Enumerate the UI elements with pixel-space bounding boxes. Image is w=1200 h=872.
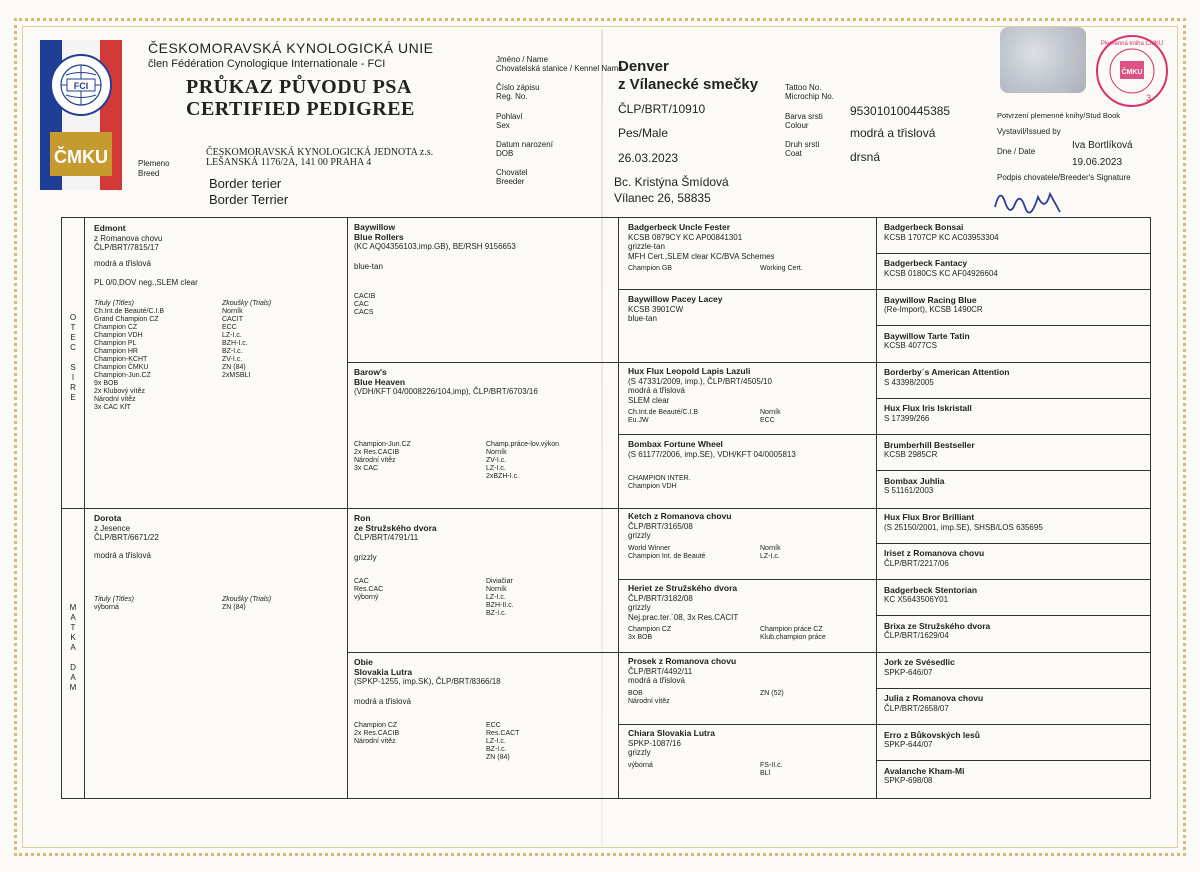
gg-grandparent-cell <box>884 296 1146 315</box>
trial-item: LZ-I.c. <box>486 738 506 745</box>
title-item: Grand Champion CZ <box>94 315 159 323</box>
sire-reg: ČLP/BRT/7815/17 <box>94 243 159 252</box>
grandparent-reg: ČLP/BRT/4791/11 <box>354 533 419 542</box>
dog-name: Denver <box>618 58 669 75</box>
breed-en: Border Terrier <box>209 192 289 207</box>
gg-grandparent-cell <box>884 586 1146 605</box>
title-item: výborná <box>628 761 653 769</box>
sex-label-en: Sex <box>496 121 510 130</box>
title-en: CERTIFIED PEDIGREE <box>186 98 415 120</box>
great-grandparent-name: Hux Flux Leopold Lapis Lazuli <box>628 366 751 376</box>
great-grandparent-info: (S 47331/2009, imp.), ČLP/BRT/4505/10 <box>628 376 772 386</box>
microchip-value: 953010100445385 <box>850 104 951 118</box>
great-grandparent-info: SPKP-1087/16 <box>628 738 681 748</box>
trial-item: BZH-II.c. <box>486 602 514 609</box>
gg-grandparent-name: Erro z Bůkovských lesů <box>884 729 980 740</box>
sex-label-cz: Pohlaví <box>496 112 523 121</box>
stamp-ring-text: Plemenná kniha ČMKU <box>1100 41 1164 47</box>
trial-item: ZV-I.c. <box>222 355 243 363</box>
trial-item: Champ.práce-lov.výkon <box>486 440 560 448</box>
trial-item: CACIT <box>222 315 243 323</box>
great-grandparent-info: ČLP/BRT/3165/08 <box>628 521 693 531</box>
great-grandparent-cell <box>628 657 874 706</box>
trial-item: Res.CACT <box>486 730 520 737</box>
fci-member: člen Fédération Cynologique Internationale - FCI <box>148 58 386 70</box>
great-grandparent-info: modrá a třislová <box>628 676 685 685</box>
title-item: CACIB <box>354 293 376 300</box>
trial-item: Norník <box>486 586 507 593</box>
great-grandparent-cell <box>628 223 874 273</box>
title-item: Národní vítěz <box>354 456 396 464</box>
dam-colour: modrá a třislová <box>94 550 151 560</box>
grandparent-reg: (VDH/KFT 04/0008226/104,imp), ČLP/BRT/6703/16 <box>354 387 538 396</box>
coat-value: drsná <box>850 150 881 164</box>
issued-by-label: Vystavil/Issued by <box>997 127 1061 136</box>
logo-fci-text: FCI <box>73 81 89 91</box>
breed-label-en: Breed <box>138 169 160 178</box>
title-item: Národní vítěz <box>94 395 136 403</box>
gg-grandparent-name: Badgerbeck Fantacy <box>884 258 968 269</box>
trial-item: BZH-I.c. <box>222 339 248 347</box>
gg-grandparent-cell <box>884 694 1146 713</box>
trial-item: ECC <box>486 722 501 729</box>
dam-side-label: M A T K A D A M <box>69 603 77 692</box>
trial-item: ECC <box>760 417 775 424</box>
great-grandparent-info: SLEM clear <box>628 395 670 405</box>
gg-grandparent-reg: SPKP-646/07 <box>884 667 933 677</box>
gg-grandparent-name: Hux Flux Bror Brilliant <box>884 512 975 522</box>
title-item: Champion VDH <box>94 331 143 339</box>
logo-cmku-text: ČMKU <box>54 147 108 167</box>
gg-grandparent-name: Badgerbeck Stentorian <box>884 584 978 595</box>
trial-item: Working Cert. <box>760 265 803 272</box>
trial-item: LZ-I.c. <box>222 331 242 339</box>
title-item: Champion CZ <box>354 722 398 729</box>
grandparent-kennel: ze Stružského dvora <box>354 522 437 533</box>
title-item: BOB <box>628 689 643 697</box>
gg-grandparent-name: Julia z Romanova chovu <box>884 693 984 704</box>
gg-grandparent-cell <box>884 549 1146 568</box>
great-grandparent-info: grizzly <box>628 603 651 612</box>
pedigree-table <box>61 217 1151 799</box>
gg-grandparent-cell <box>884 513 1146 532</box>
trial-item: ECC <box>222 323 237 331</box>
sire-titles <box>94 308 198 412</box>
breeder-label-cz: Chovatel <box>496 168 528 177</box>
gg-grandparent-cell <box>884 477 1146 496</box>
great-grandparent-info: grizzly <box>628 531 651 540</box>
title-item: 3x CAC <box>354 464 379 472</box>
trial-item: Klub.champion práce <box>760 634 826 641</box>
gg-grandparent-reg: ČLP/BRT/2658/07 <box>884 703 949 713</box>
grandparent-reg: (SPKP-1255, imp.SK), ČLP/BRT/8366/18 <box>354 677 501 686</box>
gg-grandparent-cell <box>884 259 1146 278</box>
trial-item: Norník <box>486 448 507 456</box>
great-grandparent-info: MFH Cert.,SLEM clear KC/BVA Schemes <box>628 251 775 261</box>
dam-trials <box>222 604 271 612</box>
gg-grandparent-reg: (S 25150/2001, imp.SE), SHSB/LOS 635695 <box>884 522 1043 532</box>
title-item: Ch.Int.de Beauté/C.I.B <box>628 409 699 416</box>
title-item: 2x Klubový vítěz <box>94 387 145 395</box>
title-item: Champion ČMKU <box>94 363 149 371</box>
trial-item: ZN (84) <box>222 604 246 611</box>
great-grandparent-info: Nej.prac.ter.´08, 3x Res.CACIT <box>628 612 739 622</box>
great-grandparent-info: KCSB 3901CW <box>628 304 684 314</box>
title-item: výborný <box>354 594 379 601</box>
great-grandparent-info: KCSB 0879CY KC AP00841301 <box>628 232 743 242</box>
trial-item: BLl <box>760 769 771 777</box>
title-item: 9x BOB <box>94 379 119 387</box>
grandparent-cell <box>354 368 616 481</box>
trial-item: LZ-I.c. <box>486 594 506 601</box>
dam-reg: ČLP/BRT/6671/22 <box>94 533 159 542</box>
gg-grandparent-name: Badgerbeck Bonsai <box>884 222 964 232</box>
gg-grandparent-cell <box>884 658 1146 677</box>
great-grandparent-cell <box>628 440 874 491</box>
dog-kennel: z Vílanecké smečky <box>618 76 759 93</box>
breeder-name: Bc. Kristýna Šmídová <box>614 175 729 189</box>
grandparent-reg: (KC AQ04356103,imp.GB), BE/RSH 9156653 <box>354 242 516 251</box>
great-grandparent-info: grizzly <box>628 748 651 757</box>
title-item: Champion Int. de Beauté <box>628 552 706 560</box>
stamp-center-text: ČMKU <box>1121 69 1143 76</box>
trial-item: BZ-I.c. <box>486 746 507 753</box>
gg-grandparent-reg: ČLP/BRT/1629/04 <box>884 631 949 641</box>
dog-dob: 26.03.2023 <box>618 151 679 165</box>
dam-name: Dorota <box>94 513 122 523</box>
dam-titles <box>94 604 198 612</box>
trial-item: Norník <box>222 307 243 315</box>
gg-grandparent-reg: KC X5643506Y01 <box>884 595 949 604</box>
title-item: Ch.Int.de Beauté/C.I.B <box>94 307 165 315</box>
trial-item: ZN (84) <box>222 363 246 371</box>
title-cz: PRŮKAZ PŮVODU PSA <box>186 76 412 98</box>
title-item: Národní vítěz <box>354 738 396 745</box>
sire-cell: Edmont z Romanova chovu ČLP/BRT/7815/17 modrá a třislová PL 0/0,DOV neg.,SLEM clear Tituly (Titles) Ch.Int.de Beauté/C.I.B Grand Champion CZ Champion CZ Champion VDH Champion PL Champion HR Champion-KCHT Champion ČMKU Champion-Jun.CZ 9x BOB 2x Klubový vítěz Národní vítěz 3x CAC KfT Zkoušky (Trials) Norník CACIT ECC LZ-I.c. BZH-I.c. BZ-I.c. ZV-I.c. ZN (84) 2xMSBLI <box>94 224 344 412</box>
trial-item: Norník <box>760 409 781 416</box>
studbook-stamp <box>1094 33 1170 109</box>
trial-item: LZ-I.c. <box>760 552 780 560</box>
gg-grandparent-reg: KCSB 0180CS KC AF04926604 <box>884 268 998 278</box>
grandparent-colour: grizzly <box>354 552 377 562</box>
great-grandparent-cell <box>628 584 874 642</box>
org-name: ČESKOMORAVSKÁ KYNOLOGICKÁ UNIE <box>148 40 434 56</box>
date-label: Dne / Date <box>997 147 1036 156</box>
sire-kennel: z Romanova chovu <box>94 233 163 243</box>
title-item: Champion PL <box>94 339 137 347</box>
gg-grandparent-cell <box>884 767 1146 786</box>
title-item: Champion-Jun.CZ <box>354 440 411 448</box>
coat-label-en: Coat <box>785 149 802 158</box>
great-grandparent-info: blue-tan <box>628 314 657 323</box>
gg-grandparent-reg: SPKP-698/08 <box>884 776 933 786</box>
title-item: Champion CZ <box>94 323 138 331</box>
grandparent-name: Ron <box>354 513 371 523</box>
grandparent-colour: blue-tan <box>354 261 383 271</box>
club-name: ČESKOMORAVSKÁ KYNOLOGICKÁ JEDNOTA z.s. <box>206 147 434 158</box>
gg-grandparent-name: Hux Flux Iris Iskristall <box>884 403 972 414</box>
great-grandparent-name: Heriet ze Stružského dvora <box>628 583 738 593</box>
sire-colour: modrá a třislová <box>94 258 151 268</box>
fci-cmku-logo <box>40 40 122 190</box>
breed-label-cz: Plemeno <box>138 159 170 168</box>
gg-grandparent-reg: S 51161/2003 <box>884 486 934 496</box>
gg-grandparent-cell <box>884 404 1146 423</box>
great-grandparent-info: ČLP/BRT/3182/08 <box>628 593 693 603</box>
trial-item: 2xBZH-I.c. <box>486 472 520 480</box>
breed-cz: Border terier <box>209 176 282 191</box>
colour-label-cz: Barva srsti <box>785 112 823 121</box>
gg-grandparent-reg: KCSB 4077CS <box>884 341 937 351</box>
gg-grandparent-reg: S 17399/266 <box>884 413 930 423</box>
gg-grandparent-cell <box>884 622 1146 641</box>
club-address: LEŠANSKÁ 1176/2A, 141 00 PRAHA 4 <box>206 157 372 168</box>
sire-name: Edmont <box>94 223 126 233</box>
gg-grandparent-name: Avalanche Kham-Mi <box>884 765 965 776</box>
coat-label-cz: Druh srsti <box>785 140 820 149</box>
great-grandparent-cell <box>628 367 874 425</box>
signature-label: Podpis chovatele/Breeder's Signature <box>997 173 1131 182</box>
gg-grandparent-name: Brixa ze Stružského dvora <box>884 620 991 631</box>
dob-label-en: DOB <box>496 149 514 158</box>
reg-label-cz: Číslo zápisu <box>496 83 540 92</box>
gg-grandparent-name: Bombax Juhlia <box>884 475 945 486</box>
gg-grandparent-cell <box>884 332 1146 351</box>
gg-grandparent-reg: S 43398/2005 <box>884 377 934 387</box>
name-label: Jméno / Name <box>496 55 549 64</box>
gg-grandparent-name: Baywillow Tarte Tatin <box>884 330 970 341</box>
title-item: Champion HR <box>94 347 138 355</box>
gg-grandparent-name: Baywillow Racing Blue <box>884 294 977 305</box>
great-grandparent-info: (S 61177/2006, imp.SE), VDH/KFT 04/0005813 <box>628 449 796 459</box>
grandparent-name: Baywillow <box>354 222 396 232</box>
studbook-confirm-label: Potvrzení plemenné knihy/Stud Book <box>997 111 1120 120</box>
title-item: 2x Res.CACIB <box>354 448 400 456</box>
grandparent-kennel: Slovakia Lutra <box>354 666 413 677</box>
colour-value: modrá a třislová <box>850 126 936 140</box>
great-grandparent-cell <box>628 295 874 324</box>
great-grandparent-name: Badgerbeck Uncle Fester <box>628 222 731 232</box>
trial-item: BZ-I.c. <box>222 347 243 355</box>
grandparent-name: Obie <box>354 657 373 667</box>
great-grandparent-name: Prosek z Romanova chovu <box>628 656 737 666</box>
title-item: Champion VDH <box>628 483 677 490</box>
gg-grandparent-reg: SPKP-644/07 <box>884 740 933 749</box>
gg-grandparent-cell <box>884 731 1146 750</box>
gg-grandparent-reg: ČLP/BRT/2217/06 <box>884 558 949 568</box>
great-grandparent-info: modrá a třislová <box>628 386 685 395</box>
dam-cell: Dorota z Jesence ČLP/BRT/6671/22 modrá a třislová Tituly (Titles) výborná Zkoušky (Trials) ZN (84) <box>94 514 344 612</box>
great-grandparent-name: Bombax Fortune Wheel <box>628 439 723 449</box>
issued-by-value: Iva Bortlíková <box>1072 140 1133 151</box>
gg-grandparent-reg: (Re-Import), KCSB 1490CR <box>884 305 983 314</box>
reg-label-en: Reg. No. <box>496 92 528 101</box>
dob-label-cz: Datum narození <box>496 140 553 149</box>
trial-item: ZV-I.c. <box>486 456 507 464</box>
great-grandparent-info: grizzle-tan <box>628 242 665 251</box>
title-item: Národní vítěz <box>628 697 670 705</box>
stamp-number: 3 <box>1146 93 1152 103</box>
title-item: CAC <box>354 578 369 585</box>
breeder-signature <box>990 182 1070 222</box>
gg-grandparent-name: Jork ze Svésedlic <box>884 657 955 667</box>
dog-sex: Pes/Male <box>618 126 669 140</box>
gg-grandparent-name: Brumberhill Bestseller <box>884 439 975 450</box>
colour-label-en: Colour <box>785 121 809 130</box>
title-item: 3x BOB <box>628 634 653 641</box>
great-grandparent-name: Chiara Slovakia Lutra <box>628 728 715 738</box>
gg-grandparent-cell <box>884 441 1146 460</box>
gg-grandparent-name: Borderby´s American Attention <box>884 367 1010 377</box>
trial-item: LZ-I.c. <box>486 464 506 472</box>
great-grandparent-cell <box>628 512 874 561</box>
great-grandparent-name: Baywillow Pacey Lacey <box>628 294 723 304</box>
grandparent-cell <box>354 658 616 762</box>
kennel-label: Chovatelská stanice / Kennel Name <box>496 64 623 73</box>
grandparent-colour: modrá a třislová <box>354 696 411 706</box>
title-item: CAC <box>354 301 369 308</box>
title-item: Res.CAC <box>354 586 384 593</box>
title-item: Champion CZ <box>628 626 672 633</box>
issue-date-value: 19.06.2023 <box>1072 157 1123 168</box>
title-item: CHAMPION INTER. <box>628 475 691 482</box>
sire-health: PL 0/0,DOV neg.,SLEM clear <box>94 278 198 287</box>
title-item: výborná <box>94 604 119 611</box>
gg-grandparent-cell <box>884 368 1146 387</box>
trial-item: Norník <box>760 544 781 552</box>
trial-item: FS-II.c. <box>760 761 783 769</box>
title-item: Champion GB <box>628 265 672 272</box>
title-item: Champion-KCHT <box>94 355 148 363</box>
dam-kennel: z Jesence <box>94 523 131 533</box>
trial-item: 2xMSBLI <box>222 371 251 379</box>
breeder-address: Vílanec 26, 58835 <box>614 191 711 205</box>
sire-side-label: O T E C S I R E <box>69 313 77 402</box>
grandparent-kennel: Blue Heaven <box>354 376 406 387</box>
great-grandparent-cell <box>628 729 874 778</box>
trial-item: Champion práce CZ <box>760 626 823 633</box>
dog-reg-no: ČLP/BRT/10910 <box>618 102 706 116</box>
microchip-label: Microchip No. <box>785 92 834 101</box>
title-item: CACS <box>354 309 374 316</box>
sire-trials <box>222 308 271 380</box>
grandparent-cell <box>354 223 616 317</box>
gg-grandparent-name: Iriset z Romanova chovu <box>884 548 985 559</box>
trial-item: Diviačiar <box>486 578 513 585</box>
great-grandparent-info: ČLP/BRT/4492/11 <box>628 666 693 676</box>
grandparent-kennel: Blue Rollers <box>354 231 404 242</box>
title-item: World Winner <box>628 544 671 552</box>
title-item: 3x CAC KfT <box>94 403 131 411</box>
great-grandparent-name: Ketch z Romanova chovu <box>628 511 732 521</box>
grandparent-cell <box>354 514 616 618</box>
title-item: 2x Res.CACIB <box>354 730 400 737</box>
title-item: Champion-Jun.CZ <box>94 371 151 379</box>
trial-item: ZN (52) <box>760 689 784 697</box>
breeder-label-en: Breeder <box>496 177 525 186</box>
gg-grandparent-reg: KCSB 2985CR <box>884 450 938 459</box>
trial-item: ZN (84) <box>486 754 510 761</box>
grandparent-name: Barow's <box>354 367 387 377</box>
tattoo-label: Tattoo No. <box>785 83 822 92</box>
title-item: Eu.JW <box>628 417 649 424</box>
gg-grandparent-reg: KCSB 1707CP KC AC03953304 <box>884 232 999 242</box>
hologram-seal <box>1000 27 1086 93</box>
trial-item: BZ-I.c. <box>486 610 507 617</box>
gg-grandparent-cell <box>884 223 1146 242</box>
